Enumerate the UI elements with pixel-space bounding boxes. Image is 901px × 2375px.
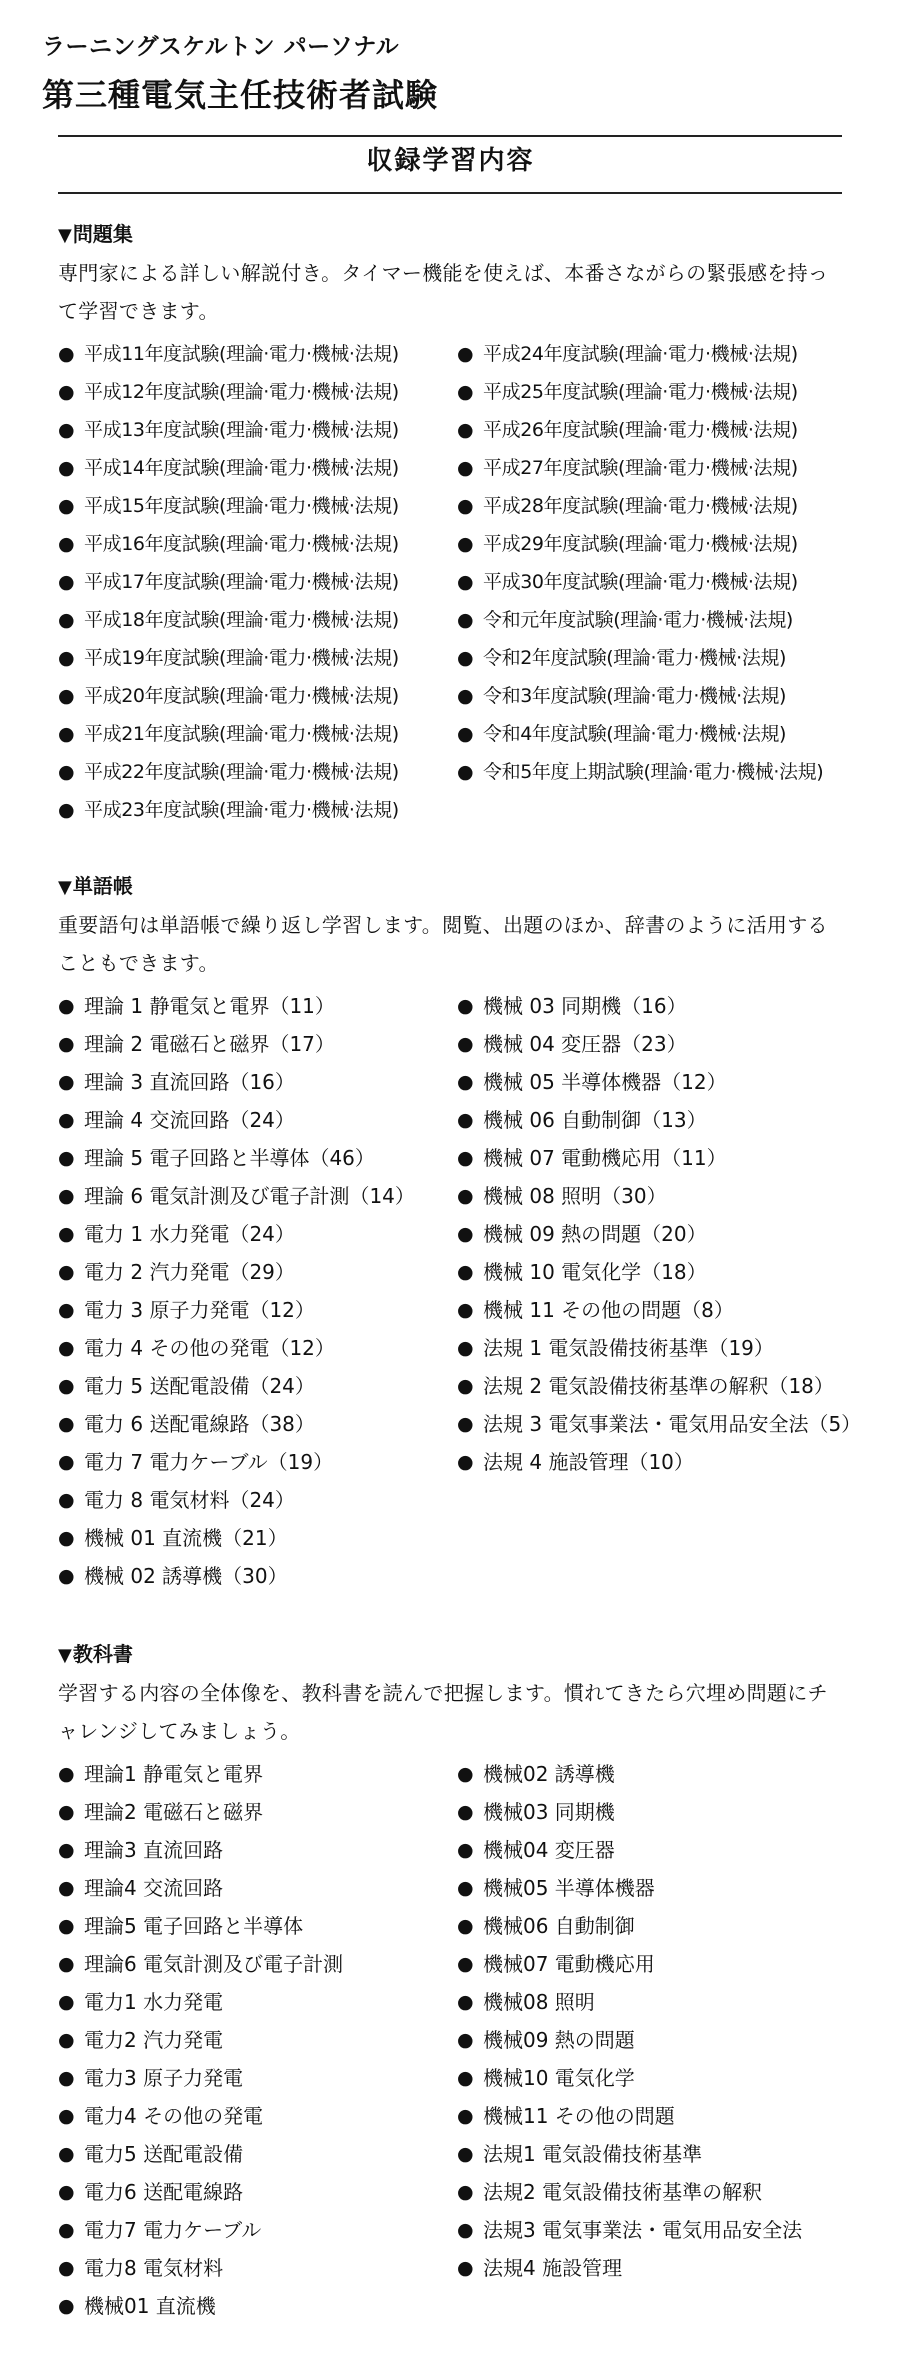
triangle-down-icon: ▼ — [58, 1645, 72, 1666]
mondai-list-item: ● 平成25年度試験(理論·電力·機械·法規) — [457, 373, 823, 411]
kyoka-list-item: ● 機械03 同期機 — [457, 1793, 802, 1831]
kyoka-list-item: ● 機械04 変圧器 — [457, 1831, 802, 1869]
tango-list-item: ● 電力 2 汽力発電（29） — [58, 1253, 415, 1291]
kyoka-title-label: 教科書 — [72, 1642, 133, 1666]
mondai-list-item: ● 平成30年度試験(理論·電力·機械·法規) — [457, 563, 823, 601]
series-name: ラーニングスケルトン パーソナル — [42, 34, 400, 60]
mondai-list-item: ● 平成24年度試験(理論·電力·機械·法規) — [457, 335, 823, 373]
tango-list-item: ● 理論 2 電磁石と磁界（17） — [58, 1025, 415, 1063]
tango-list-item: ● 法規 2 電気設備技術基準の解釈（18） — [457, 1367, 863, 1405]
tango-list-item: ● 電力 6 送配電線路（38） — [58, 1405, 415, 1443]
tango-list-right — [457, 987, 863, 1481]
kyoka-list-item: ● 法規4 施設管理 — [457, 2249, 802, 2287]
mondai-list-item: ● 平成21年度試験(理論·電力·機械·法規) — [58, 715, 399, 753]
mondai-list-item: ● 平成28年度試験(理論·電力·機械·法規) — [457, 487, 823, 525]
mondai-list-item: ● 平成16年度試験(理論·電力·機械·法規) — [58, 525, 399, 563]
mondai-list-item: ● 令和2年度試験(理論·電力·機械·法規) — [457, 639, 823, 677]
mondai-list-item: ● 平成22年度試験(理論·電力·機械·法規) — [58, 753, 399, 791]
tango-list-item: ● 理論 4 交流回路（24） — [58, 1101, 415, 1139]
tango-list-left — [58, 987, 415, 1595]
mondai-list-left — [58, 335, 399, 829]
kyoka-list-left — [58, 1755, 343, 2325]
mondai-list-item: ● 平成11年度試験(理論·電力·機械·法規) — [58, 335, 399, 373]
mondai-list-item: ● 平成13年度試験(理論·電力·機械·法規) — [58, 411, 399, 449]
mondai-list-item: ● 令和5年度上期試験(理論·電力·機械·法規) — [457, 753, 823, 791]
tango-list-item: ● 機械 04 変圧器（23） — [457, 1025, 863, 1063]
tango-title-label: 単語帳 — [72, 874, 133, 898]
kyoka-list-item: ● 法規1 電気設備技術基準 — [457, 2135, 802, 2173]
mondai-list-item: ● 平成14年度試験(理論·電力·機械·法規) — [58, 449, 399, 487]
mondai-list-item: ● 平成26年度試験(理論·電力·機械·法規) — [457, 411, 823, 449]
kyoka-list-item: ● 電力4 その他の発電 — [58, 2097, 343, 2135]
tango-list-item: ● 法規 1 電気設備技術基準（19） — [457, 1329, 863, 1367]
tango-list-item: ● 電力 5 送配電設備（24） — [58, 1367, 415, 1405]
tango-list-item: ● 機械 05 半導体機器（12） — [457, 1063, 863, 1101]
kyoka-list-item: ● 機械11 その他の問題 — [457, 2097, 802, 2135]
kyoka-list-item: ● 電力3 原子力発電 — [58, 2059, 343, 2097]
kyoka-list-item: ● 電力6 送配電線路 — [58, 2173, 343, 2211]
kyoka-section-title — [58, 1638, 133, 1667]
kyoka-list-item: ● 理論3 直流回路 — [58, 1831, 343, 1869]
tango-list-item: ● 機械 10 電気化学（18） — [457, 1253, 863, 1291]
tango-list-item: ● 法規 3 電気事業法・電気用品安全法（5） — [457, 1405, 863, 1443]
tango-list-item: ● 機械 03 同期機（16） — [457, 987, 863, 1025]
tango-list-item: ● 理論 6 電気計測及び電子計測（14） — [58, 1177, 415, 1215]
kyoka-list-item: ● 法規2 電気設備技術基準の解釈 — [457, 2173, 802, 2211]
mondai-list-item: ● 平成17年度試験(理論·電力·機械·法規) — [58, 563, 399, 601]
kyoka-list-item: ● 電力8 電気材料 — [58, 2249, 343, 2287]
kyoka-list-item: ● 機械09 熱の問題 — [457, 2021, 802, 2059]
kyoka-list-right — [457, 1755, 802, 2287]
tango-list-item: ● 機械 08 照明（30） — [457, 1177, 863, 1215]
tango-list-item: ● 機械 07 電動機応用（11） — [457, 1139, 863, 1177]
tango-list-item: ● 機械 06 自動制御（13） — [457, 1101, 863, 1139]
tango-list-item: ● 機械 02 誘導機（30） — [58, 1557, 415, 1595]
kyoka-list-item: ● 機械07 電動機応用 — [457, 1945, 802, 1983]
tango-list-item: ● 電力 7 電力ケーブル（19） — [58, 1443, 415, 1481]
mondai-list-item: ● 平成27年度試験(理論·電力·機械·法規) — [457, 449, 823, 487]
tango-list-item: ● 電力 3 原子力発電（12） — [58, 1291, 415, 1329]
kyoka-list-item: ● 機械01 直流機 — [58, 2287, 343, 2325]
kyoka-list-item: ● 機械08 照明 — [457, 1983, 802, 2021]
kyoka-list-item: ● 機械10 電気化学 — [457, 2059, 802, 2097]
kyoka-list-item: ● 理論5 電子回路と半導体 — [58, 1907, 343, 1945]
mondai-list-item: ● 令和元年度試験(理論·電力·機械·法規) — [457, 601, 823, 639]
mondai-list-item: ● 令和4年度試験(理論·電力·機械·法規) — [457, 715, 823, 753]
kyoka-list-item: ● 理論4 交流回路 — [58, 1869, 343, 1907]
tango-list-item: ● 機械 09 熱の問題（20） — [457, 1215, 863, 1253]
kyoka-list-item: ● 電力1 水力発電 — [58, 1983, 343, 2021]
tango-description: 重要語句は単語帳で繰り返し学習します。閲覧、出題のほか、辞書のように活用することもできます。 — [58, 913, 828, 975]
divider-top — [58, 135, 842, 137]
mondai-list-item: ● 平成23年度試験(理論·電力·機械·法規) — [58, 791, 399, 829]
kyoka-list-item: ● 電力2 汽力発電 — [58, 2021, 343, 2059]
kyoka-list-item: ● 法規3 電気事業法・電気用品安全法 — [457, 2211, 802, 2249]
kyoka-list-item: ● 電力5 送配電設備 — [58, 2135, 343, 2173]
section-heading: 収録学習内容 — [366, 146, 535, 176]
kyoka-list-item: ● 理論2 電磁石と磁界 — [58, 1793, 343, 1831]
mondai-list-right — [457, 335, 823, 791]
kyoka-list-item: ● 理論1 静電気と電界 — [58, 1755, 343, 1793]
triangle-down-icon: ▼ — [58, 225, 72, 246]
tango-section-title — [58, 870, 133, 899]
tango-list-item: ● 法規 4 施設管理（10） — [457, 1443, 863, 1481]
tango-list-item: ● 理論 3 直流回路（16） — [58, 1063, 415, 1101]
mondai-list-item: ● 平成19年度試験(理論·電力·機械·法規) — [58, 639, 399, 677]
page-title: 第三種電気主任技術者試験 — [42, 76, 439, 114]
mondai-title-label: 問題集 — [72, 222, 133, 246]
tango-list-item: ● 電力 4 その他の発電（12） — [58, 1329, 415, 1367]
kyoka-list-item: ● 機械06 自動制御 — [457, 1907, 802, 1945]
mondai-list-item: ● 平成29年度試験(理論·電力·機械·法規) — [457, 525, 823, 563]
kyoka-description: 学習する内容の全体像を、教科書を読んで把握します。慣れてきたら穴埋め問題にチャレンジしてみましょう。 — [58, 1681, 828, 1743]
kyoka-list-item: ● 理論6 電気計測及び電子計測 — [58, 1945, 343, 1983]
mondai-section-title — [58, 218, 133, 247]
kyoka-list-item: ● 電力7 電力ケーブル — [58, 2211, 343, 2249]
tango-list-item: ● 機械 11 その他の問題（8） — [457, 1291, 863, 1329]
tango-list-item: ● 理論 1 静電気と電界（11） — [58, 987, 415, 1025]
mondai-list-item: ● 令和3年度試験(理論·電力·機械·法規) — [457, 677, 823, 715]
triangle-down-icon: ▼ — [58, 877, 72, 898]
mondai-list-item: ● 平成12年度試験(理論·電力·機械·法規) — [58, 373, 399, 411]
divider-bottom — [58, 192, 842, 194]
tango-list-item: ● 電力 1 水力発電（24） — [58, 1215, 415, 1253]
mondai-description: 専門家による詳しい解説付き。タイマー機能を使えば、本番さながらの緊張感を持って学習できます。 — [58, 261, 829, 323]
mondai-list-item: ● 平成15年度試験(理論·電力·機械·法規) — [58, 487, 399, 525]
mondai-list-item: ● 平成20年度試験(理論·電力·機械·法規) — [58, 677, 399, 715]
tango-list-item: ● 機械 01 直流機（21） — [58, 1519, 415, 1557]
mondai-list-item: ● 平成18年度試験(理論·電力·機械·法規) — [58, 601, 399, 639]
tango-list-item: ● 電力 8 電気材料（24） — [58, 1481, 415, 1519]
kyoka-list-item: ● 機械05 半導体機器 — [457, 1869, 802, 1907]
tango-list-item: ● 理論 5 電子回路と半導体（46） — [58, 1139, 415, 1177]
kyoka-list-item: ● 機械02 誘導機 — [457, 1755, 802, 1793]
